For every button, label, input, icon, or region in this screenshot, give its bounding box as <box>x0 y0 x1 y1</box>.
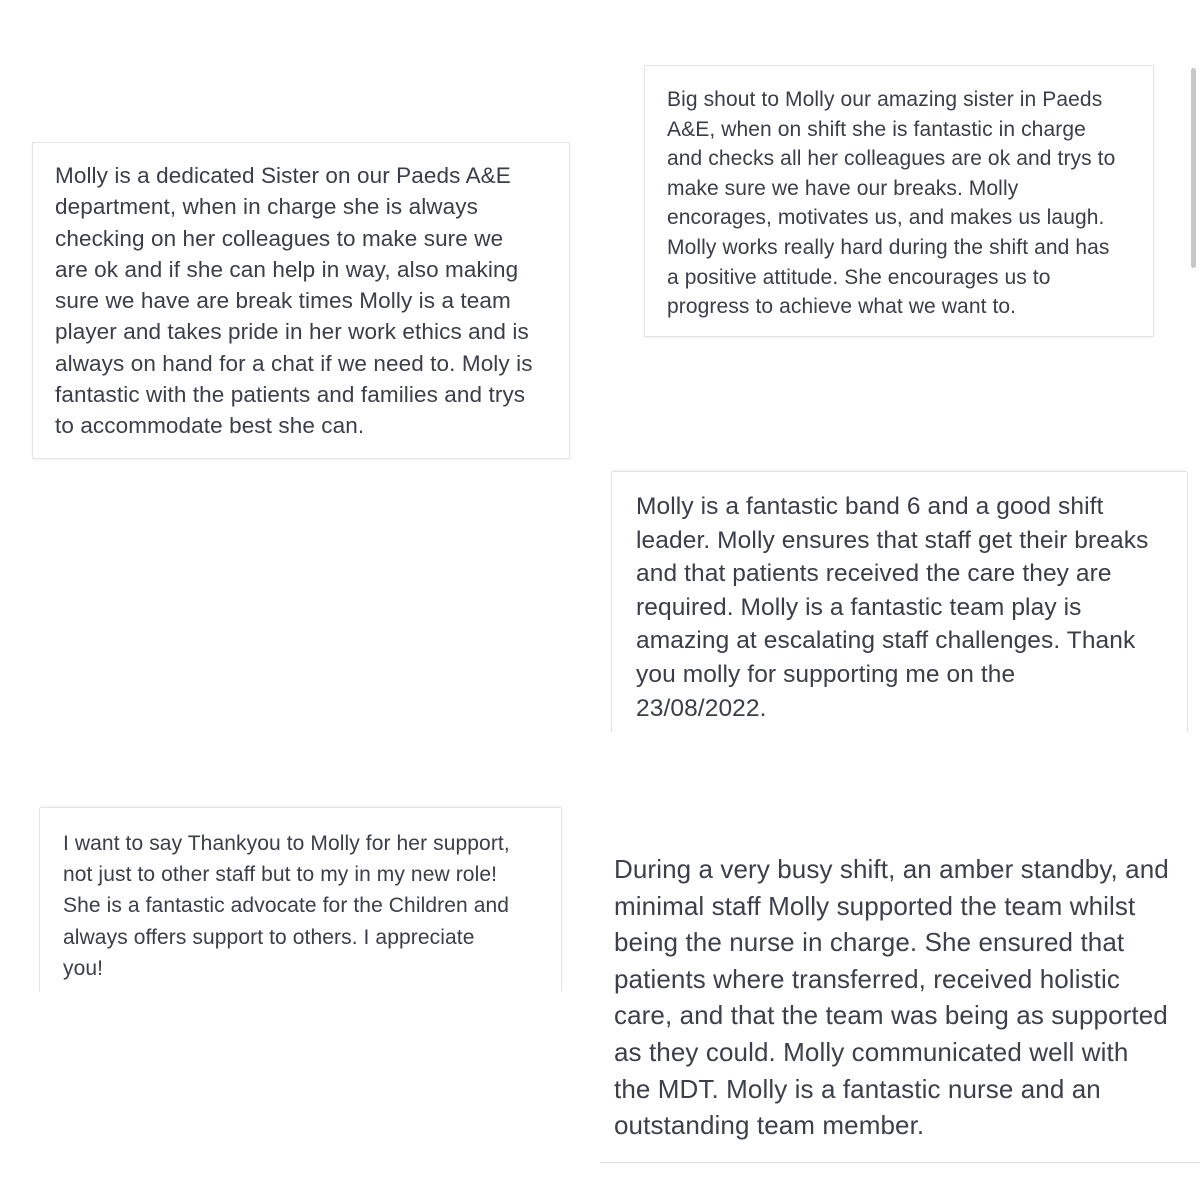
feedback-card-big-shout: Big shout to Molly our amazing sister in Paeds A&E, when on shift she is fantastic in charge and checks all her colleagues are ok and trys to make sure we have our breaks. Molly encorages, motivates us, and makes us laugh. Molly works really hard during the shift and has a positive attitude. She encourages us to progress to achieve what we want to. <box>645 66 1153 336</box>
feedback-card-busy-shift: During a very busy shift, an amber standby, and minimal staff Molly supported the team whilst being the nurse in charge. She ensured that patients where transferred, received holistic care, and that the team was being as supported as they could. Molly communicated well with the MDT. Molly is a fantastic nurse and an outstanding team member. <box>600 848 1200 1163</box>
scrollbar[interactable] <box>1191 68 1196 268</box>
feedback-card-band-6: Molly is a fantastic band 6 and a good shift leader. Molly ensures that staff get their breaks and that patients received the care they are required. Molly is a fantastic team play is amazing at escalating staff challenges. Thank you molly for supporting me on the 23/08/2022. <box>612 472 1187 732</box>
feedback-card-dedicated-sister: Molly is a dedicated Sister on our Paeds A&E department, when in charge she is always checking on her colleagues to make sure we are ok and if she can help in way, also making sure we have are break times Molly is a team player and takes pride in her work ethics and is always on hand for a chat if we need to. Moly is fantastic with the patients and families and trys to accommodate best she can. <box>33 143 569 458</box>
feedback-card-thankyou: I want to say Thankyou to Molly for her support, not just to other staff but to my in my new role! She is a fantastic advocate for the Children and always offers support to others. I appreciate you! <box>40 808 561 992</box>
